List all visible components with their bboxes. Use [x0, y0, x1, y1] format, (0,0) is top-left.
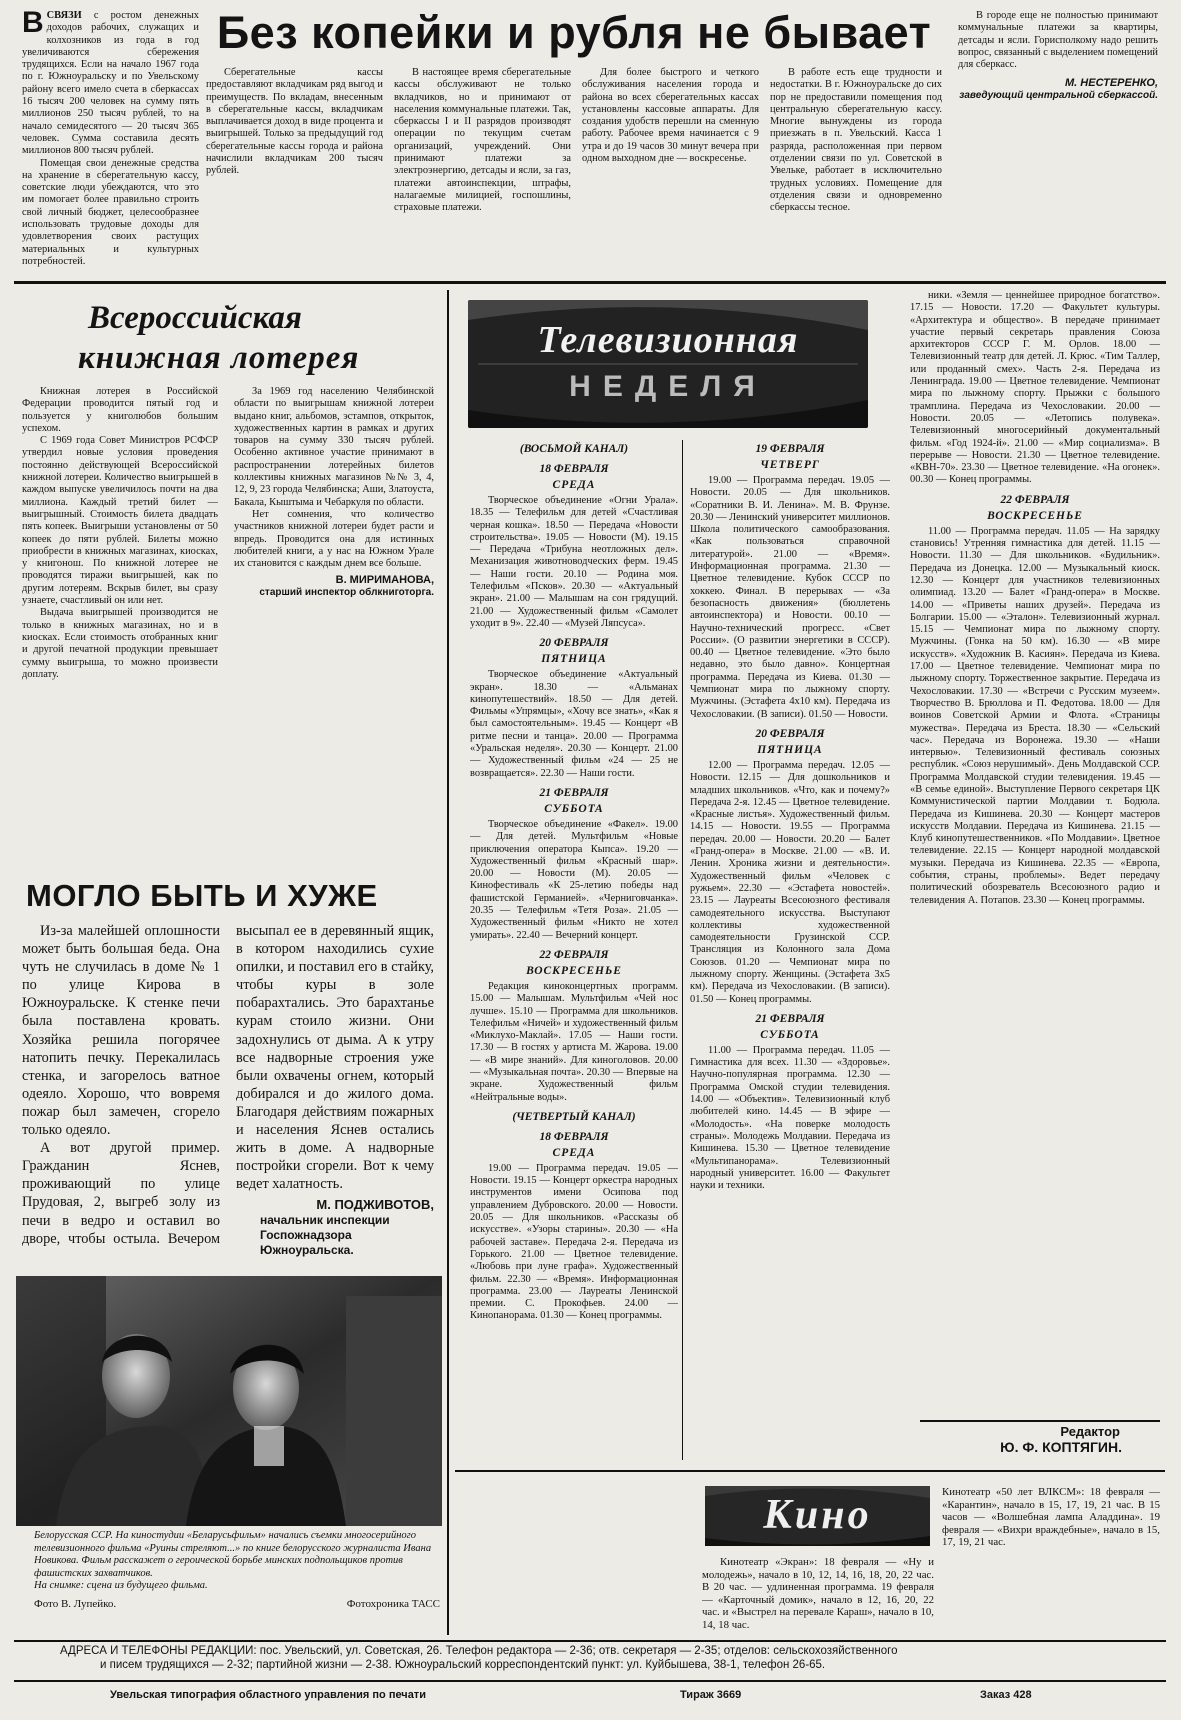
tv-weekday-heading: ВОСКРЕСЕНЬЕ — [987, 509, 1083, 522]
tv-weekday-heading: СРЕДА — [552, 479, 596, 491]
photo-credit-right: Фотохроника ТАСС — [346, 1598, 440, 1610]
footer-printer: Увельская типография областного управления по печати — [110, 1689, 426, 1701]
top-headline: Без копейки и рубля не бывает — [216, 7, 932, 58]
lottery-paragraph-4: За 1969 год населению Челябинской области по выигрышам книжной лотереи выдано книг, альбомов, эстампов, открыток, художественных картин в рамках и других товаров на сумму 330 тысяч рублей. Особенно активное участие принимают в распространении лотерейных билетов коллективы книжных магазинов №№ 3, 4, 12, 9, 23 города Челябинска; Аши, Златоуста, Бакала, Кыштыма и Чебаркуля по области. — [234, 386, 434, 508]
tv-date-heading: (ВОСЬМОЙ КАНАЛ) — [519, 443, 629, 455]
footer-address-line2: и писем трудящихся — 2-32; партийной жизни — 2-38. Южноуральский корреспондентский пункт: ул. Куйбышева, 38-1, телефон 26-65. — [100, 1659, 826, 1671]
column-divider-left — [447, 290, 449, 1635]
footer-rule-bottom — [14, 1680, 1166, 1682]
top-article-col6 — [958, 10, 1158, 272]
top-paragraph-2: Помещая свои денежные средства на хранение в сберегательную кассу, советские люди убеждаются, что это им помогает более правильно строить свой личный бюджет, целесообразнее использовать трудовые доходы для удовлетворения своих растущих материальных и культурных потребностей. — [22, 157, 199, 267]
tv-program-text: 11.00 — Программа передач. 11.05 — Гимнастика для всех. 11.30 — «Здоровье». Научно-популярная программа. 12.30 — Программа Омской студии телевидения. 14.00 — «Объектив». Телевизионный клуб любителей кино. 14.45 — В эфире — «Молодость». «На поверке молодость страны». Молодежь Молдавии. Передача из Кишинева. 15.30 — Цветное телевидение «Мультипанорама». Телевизионный народный университет. 16.00 — Факультет науки и техники. — [690, 1044, 890, 1192]
tv-week-banner — [468, 300, 868, 428]
cinema-banner-title: Кино — [763, 1492, 872, 1538]
cinema-banner — [705, 1486, 930, 1546]
column-divider-tv — [682, 440, 683, 1460]
lottery-author: В. МИРИМАНОВА, — [335, 574, 434, 587]
tv-date-heading: 21 ФЕВРАЛЯ — [755, 1012, 825, 1025]
tv-banner-subtitle: НЕДЕЛЯ — [569, 370, 767, 403]
lottery-col1 — [22, 386, 218, 876]
lottery-author-title: старший инспектор облкниготорга. — [259, 587, 434, 599]
footer-address-line1: АДРЕСА И ТЕЛЕФОНЫ РЕДАКЦИИ: пос. Увельский, ул. Советская, 26. Телефон редактора — 2-36; отв. секретаря — 2-35; отделов: сельскохозяйственного — [60, 1645, 898, 1657]
tv-program-text: 19.00 — Программа передач. 19.05 — Новости. 19.15 — Концерт оркестра народных инструментов имени Осипова под управлением Дубровского. 20.00 — Новости. 20.05 — Для школьников. «Рассказы об искусстве». «Узоры старины». 20.30 — «На рабочей заставе». Передача 2-я. Передача из Горького. 21.00 — Цветное телевидение. «Любовь при луне графа». Художественный фильм. 22.30 — «Время». Информационная программа. 23.00 — Лауреаты Ленинской премии. С. Прокофьев. 24.00 — Кинопанорама. 01.30 — Конец программы. — [470, 1162, 678, 1322]
lead-bold: СВЯЗИ — [46, 10, 82, 21]
photo-credit-left: Фото В. Лупейко. — [34, 1598, 117, 1610]
tv-date-heading: 22 ФЕВРАЛЯ — [1000, 493, 1070, 506]
drop-cap: В — [22, 10, 44, 39]
cinema-top-rule — [455, 1470, 1165, 1472]
editor-name: Ю. Ф. КОПТЯГИН. — [1000, 1439, 1122, 1455]
photo-caption — [34, 1530, 434, 1598]
lead-text: с ростом денежных доходов рабочих, служащих и колхозников из года в год увеличиваются сбережения трудящихся. Если на начало 1967 года по г. Южноуральску и по Увельскому району всего имело счета в сберкассах 16 тысяч 200 человек на сумму пять миллионов 250 тысяч рублей, то на начало семидесятого — 20 тысяч 365 человек. Сумма составила десять миллионов 800 тысяч рублей. — [22, 10, 199, 157]
photo-caption-sub: На снимке: сцена из будущего фильма. — [34, 1580, 208, 1591]
tv-schedule-col2 — [690, 436, 890, 1476]
top-paragraph-6: В работе есть еще трудности и недостатки. В г. Южноуральске до сих пор не предоставили помещения под центральную сберегательную кассу. Многие вынуждены из города приезжать в п. Увельский. Касса 1 разряда, расположенная при первом отделении связи по ул. Советской в Увельке, работает в исключительно трудных условиях. Помещение для отделения связи и одновременно сберкассы тесное. — [770, 67, 942, 214]
fire-headline: МОГЛО БЫТЬ И ХУЖЕ — [26, 878, 378, 913]
lottery-headline — [40, 298, 440, 382]
top-author-title: заведующий центральной сберкассой. — [959, 90, 1158, 102]
top-article-col2 — [206, 67, 383, 270]
lottery-paragraph-5: Нет сомнения, что количество участников книжной лотереи будет расти и впредь. Проводится она для истинных любителей книги, а у нас на Южном Урале их становится с каждым днем все больше. — [234, 508, 434, 570]
film-photo — [16, 1276, 442, 1526]
fire-paragraph-2: А вот другой пример. Гражданин Яснев, проживающий по улице Прудовая, 2, выгреб золу из печи в ведро и оставил во дворе, чтобы остыла. Вечером высыпал ее в деревянный ящик, в котором находились сухие опилки, и поставил его в стайку, чтобы куры в золе побарахтались. Это барахтанье курам стоило жизни. Они задохнулись от дыма. А к утру все надворные строения уже были охвачены огнем, который добирался и до жилого дома. Благодаря действиям пожарных и населения Яснев остались жить в доме. А надворные постройки сгорели. Вот к чему ведет халатность. — [22, 923, 434, 1247]
editor-label: Редактор — [1060, 1424, 1120, 1439]
tv-date-heading: 20 ФЕВРАЛЯ — [755, 727, 825, 740]
cinema-left-text: Кинотеатр «Экран»: 18 февраля — «Ну и молодежь», начало в 10, 12, 14, 16, 18, 20, 22 час. В 20 час. — удлиненная программа. 19 февраля — «Карточный домик», начало в 12, 16, 20, 22 час. и «Выстрел на перевале Караш», начало в 10, 14, 18 час. — [702, 1556, 934, 1631]
footer-address — [60, 1644, 1160, 1676]
cinema-col-right — [942, 1486, 1160, 1636]
tv-banner-title: Телевизионная — [537, 319, 799, 361]
film-scene-image — [16, 1276, 442, 1526]
fire-author: М. ПОДЖИВОТОВ, — [316, 1197, 434, 1213]
footer-zakaz: Заказ 428 — [980, 1689, 1032, 1701]
tv-program-text: Творческое объединение «Актуальный экран». 18.30 — «Альманах кинопутешествий». 18.50 — Для детей. Фильмы «Упрямцы», «Хочу все знать», «Как я был самостоятельным». 19.45 — Концерт «В ритме песни и танца». 20.00 — Программа «Уральская неделя». 20.30 — Концерт. 21.00 — Художественный фильм «24 — 25 не возвращается». 22.30 — Наши гости. — [470, 669, 678, 779]
tv-weekday-heading: СУББОТА — [760, 1028, 820, 1041]
lottery-paragraph-3: Выдача выигрышей производится не только в книжных магазинах, но и в киосках. Если стоимость отобранных книг и другой печатной продукции превышает сумму выигрыша, то можно произвести доплату. — [22, 607, 218, 680]
top-paragraph-7: В городе еще не полностью принимают коммунальные платежи за квартиры, детсады и ясли. Горисполкому надо решить вопрос, связанный с выделением помещений для сберкасс. — [958, 10, 1158, 71]
cinema-right-text: Кинотеатр «50 лет ВЛКСМ»: 18 февраля — «Карантин», начало в 15, 17, 19, 21 час. В 15 часов — «Волшебная лампа Аладдина». 19 февраля — «Вихри враждебные», начало в 15, 17, 19, 21 час. — [942, 1486, 1160, 1549]
lottery-paragraph-2: С 1969 года Совет Министров РСФСР утвердил новые условия проведения постоянно действующей Всероссийской книжной лотереи. Количество выигрышей в каждом выпуске увеличилось почти на два миллиона. Каждый третий билет — выигрышный. Стоимость билета двадцать пять копеек. Выигрыши установлены от 50 копеек до пяти рублей. Билеты можно приобрести в книжных магазинах, киосках, у книгонош. По книжной лотерее не проводятся тиражи выигрышей, как по другим лотереям. Вскрыв билет, вы сразу узнаете, счастливый он или нет. — [22, 435, 218, 607]
cinema-col-left — [702, 1556, 934, 1636]
tv-weekday-heading: СРЕДА — [552, 1146, 596, 1159]
tv-schedule-col1 — [470, 436, 678, 1478]
tv-program-text: 19.00 — Программа передач. 19.05 — Новости. 20.05 — Для школьников. «Соратники В. И. Ленина». М. В. Фрунзе. 20.30 — Ленинский университет миллионов. Школа политического самообразования. «Как пользоваться справочной литературой». 21.00 — «Время». Информационная программа. 21.30 — Цветное телевидение. Кубок СССР по хоккею. Финал. В перерывах — «За безопасность движения» (бюллетень автоинспектора) и Новости. 00.10 — Научно-технический прогресс. «Свет России». (О развитии энергетики в СССР). 00.40 — Цветное телевидение. «Это было недавно, это было давно». Концертная программа. Передача из Киева. 01.30 — Чемпионат мира по лыжному спорту. Мужчины. (Эстафета 4x10 км). Передача из Чехословакии. (В записи). 01.50 — Новости. — [690, 475, 890, 720]
tv-program-text: ники. «Земля — ценнейшее природное богатство». 17.15 — Новости. 17.20 — Факультет культуры. «Архитектура и общество». В передаче принимает участие первый секретарь правления Союза архитекторов СССР Г. М. Орлов. 18.00 — Телевизионный театр для детей. Л. Крюс. «Тим Таллер, или проданный смех». Часть 2-я. Передача из Ленинграда. 19.00 — Цветное телевидение. Чемпионат мира по лыжному спорту. Прыжки с большого трамплина. Передача из Чехословакии. 20.00 — Новости. 20.05 — «Летопись полувека». Телевизионный многосерийный документальный фильм. «Год 1924-й». 21.00 — «Мир социализма». В перерыве — Новости. 21.30 — Цветное телевидение. «КВН-70». 23.30 — Цветное телевидение. «На огонек». 00.30 — Конец программы. — [910, 290, 1160, 486]
editor-block — [920, 1424, 1160, 1462]
top-author: М. НЕСТЕРЕНКО, — [1065, 77, 1158, 90]
lottery-paragraph-1: Книжная лотерея в Российской Федерации проводится пятый год и пользуется у книголюбов большим успехом. — [22, 386, 218, 434]
photo-caption-text: Белорусская ССР. На киностудии «Беларусьфильм» начались съемки многосерийного телевизионного фильма «Руины стреляют...» по книге белорусского журналиста Ивана Новикова. Фильм расскажет о героической борьбе минских подпольщиков против фашистских захватчиков. — [34, 1530, 432, 1579]
tv-weekday-heading: ЧЕТВЕРГ — [760, 459, 820, 471]
tv-date-heading: 20 ФЕВРАЛЯ — [539, 637, 609, 650]
tv-weekday-heading: ВОСКРЕСЕНЬЕ — [526, 964, 622, 977]
tv-weekday-heading: ПЯТНИЦА — [757, 743, 823, 756]
tv-date-heading: 18 ФЕВРАЛЯ — [539, 463, 609, 475]
top-paragraph-5: Для более быстрого и четкого обслуживания населения города и района во всех сберегательных кассах установлены кассовые аппараты. Для создания удобств перешли на сменную работу. Рабочее время начинается с 9 утра и до 19 часов 30 минут вечера при одном выходном дне — воскресенье. — [582, 67, 759, 165]
fire-paragraph-1: Из-за малейшей оплошности может быть большая беда. Она чуть не случилась в доме № 1 по улице Кирова в Южноуральске. К стенке печи была поставлена кровать. Хозяйка решила погорячее натопить печку. Перекалилась стенка, и загорелось ватное одеяло. Хорошо, что вовремя пожар был замечен, сгорело только одеяло. — [22, 923, 220, 1139]
fire-author-title: начальник инспекции Госпожнадзора Южноуральска. — [260, 1213, 390, 1258]
lottery-headline-line2: книжная лотерея — [78, 340, 360, 376]
fire-body — [22, 922, 434, 1270]
top-paragraph-3: Сберегательные кассы предоставляют вкладчикам ряд выгод и преимуществ. По вкладам, внесенным в сберегательные кассы, вкладчикам выплачивается доход в виде процента и выигрышей. Только за предыдущий год сберегательные кассы города и района начислили вкладчикам 200 тысяч рублей. — [206, 67, 383, 177]
tv-program-text: Творческое объединение «Факел». 19.00 — Для детей. Мультфильм «Новые приключения оператора Кыпса». 19.20 — Художественный фильм «Красный шар». 20.00 — Новости (М). 20.05 — Кинофестиваль «К 25-летию победы над фашистской Германией». «Черниговчанка». 20.35 — Телефильм «Тетя Роза». 21.05 — Художественный фильм «Никто не хотел умирать». 22.40 — Вечерний концерт. — [470, 818, 678, 941]
lottery-col2 — [234, 386, 434, 876]
tv-date-heading: (ЧЕТВЕРТЫЙ КАНАЛ) — [512, 1110, 636, 1123]
top-article-col1 — [22, 10, 199, 270]
top-divider — [14, 281, 1166, 284]
tv-program-text: 11.00 — Программа передач. 11.05 — На зарядку становись! Утренняя гимнастика для детей. 11.15 — Новости. 11.30 — Для школьников. «Будильник». Передача из Донецка. 12.00 — Музыкальный киоск. 12.30 — Концерт для участников телевизионных олимпиад. 13.20 — Балет «Гранд-опера» в Москве. 14.00 — «Приветы наших друзей». Передача из Болгарии. 15.00 — «Эталон». Телевизионный журнал. 15.15 — Чемпионат мира по лыжному спорту. Мужчины. (Гонка на 50 км). 16.30 — «В мире искусств». «Художник В. Касиян». Передача из Киева. 17.00 — Цветное телевидение. Чемпионат мира по лыжному спорту. Торжественное закрытие. Передача из Чехословакии. 17.30 — «Встречи с Русским музеем». Творчество В. Брюллова и П. Федотова. 18.00 — Для воинов Советской Армии и Флота. «Страницы мужества». Передача из Бреста. 18.30 — «Сельский час». Передача из Воронежа. 19.30 — «Наши интервью». Телевизионный фестиваль союзных республик. «Союз нерушимый». День Молдавской ССР. Программа Молдавской студии телевидения. 19.45 — «В семье единой». Выступление Первого секретаря ЦК Коммунистической партии Молдавии т. Бодюла. Передача из Кишинева. 20.30 — Концерт мастеров искусств Молдавии. Передача из Кишинева. 21.15 — Клуб кинопутешественников. «По Молдавии». Цветное телевидение. 22.15 — Концерт народной молдавской музыки. Передача из Кишинева. 22.35 — «Европа, события, страны, проблемы». Ведет передачу политический обозреватель Всесоюзного радио и телевидения А. Потапов. 23.30 — Конец программы. — [910, 525, 1160, 906]
tv-date-heading: 19 ФЕВРАЛЯ — [755, 443, 825, 455]
footer-tirazh: Тираж 3669 — [680, 1689, 742, 1701]
lottery-headline-line1: Всероссийская — [88, 300, 302, 336]
tv-program-text: 12.00 — Программа передач. 12.05 — Новости. 12.15 — Для дошкольников и младших школьников. «Что, как и почему?» Передача 2-я. 12.45 — Цветное телевидение. «Красные листья». Художественный фильм. 14.15 — Новости. 19.55 — Программа передач. 20.00 — Новости. 20.20 — Балет «Гранд-опера» в Москве. 21.00 — «В. И. Ленин. Хроника жизни и деятельности». Художественный фильм «Человек с ружьем». 22.30 — «Эстафета новостей». 23.15 — Лауреаты Всесоюзного фестиваля самодеятельного искусства. Выступают коллективы художественной самодеятельности Грузинской ССР. Трансляция из Колонного зала Дома Союзов. 01.20 — Чемпионат мира по лыжному спорту. Женщины. (Эстафета 3x5 км). Передача из Чехословакии. (В записи). 01.50 — Конец программы. — [690, 759, 890, 1005]
tv-schedule-col3 — [910, 290, 1160, 1420]
top-article-col3 — [394, 67, 571, 270]
tv-program-text: Редакция киноконцертных программ. 15.00 — Малышам. Мультфильм «Чей нос лучше». 15.10 — Программа для школьников. Телефильм «Ничей» и художественный фильм «Миклухо-Маклай». 17.05 — Наши гости. 17.30 — В гостях у артиста М. Жарова. 19.00 — «В мире знаний». Для киноголовов. 20.00 — «Музыкальная почта». 20.30 — Впервые на экране. Художественный фильм «Нейтральные воды». — [470, 980, 678, 1103]
tv-weekday-heading: ПЯТНИЦА — [541, 653, 607, 666]
tv-date-heading: 22 ФЕВРАЛЯ — [539, 948, 609, 961]
top-article-col5 — [770, 67, 942, 270]
top-article-col4 — [582, 67, 759, 270]
footer-rule-top — [14, 1640, 1166, 1642]
tv-date-heading: 21 ФЕВРАЛЯ — [539, 786, 609, 799]
editor-rule — [920, 1420, 1160, 1422]
tv-weekday-heading: СУББОТА — [544, 802, 604, 815]
tv-date-heading: 18 ФЕВРАЛЯ — [539, 1130, 609, 1143]
top-paragraph-4: В настоящее время сберегательные кассы обслуживают не только вкладчиков, но и принимают от населения коммунальные платежи. Так, сберкассы I и II разрядов производят операции по текущим счетам организаций, учреждений. Они принимают платежи за электроэнергию, детсады и ясли, за газ, платежи автоинспекции, штрафы, налагаемые милицией, госпошлины, страховые платежи. — [394, 67, 571, 214]
tv-program-text: Творческое объединение «Огни Урала». 18.35 — Телефильм для детей «Счастливая черная кошка». 18.50 — Передача «Новости строительства». 19.05 — Новости (М). 19.15 — Передача «Трибуна неотложных дел». Механизация животноводческих ферм. 19.45 — Наши гости. 20.10 — Родина моя. Телефильм «Псков». 20.30 — «Актуальный экран». 21.00 — Малышам на сон грядущий. 21.00 — Художественный фильм «Самолет уходит в 9». 22.40 — «Музей Ляпсуса». — [470, 495, 678, 629]
